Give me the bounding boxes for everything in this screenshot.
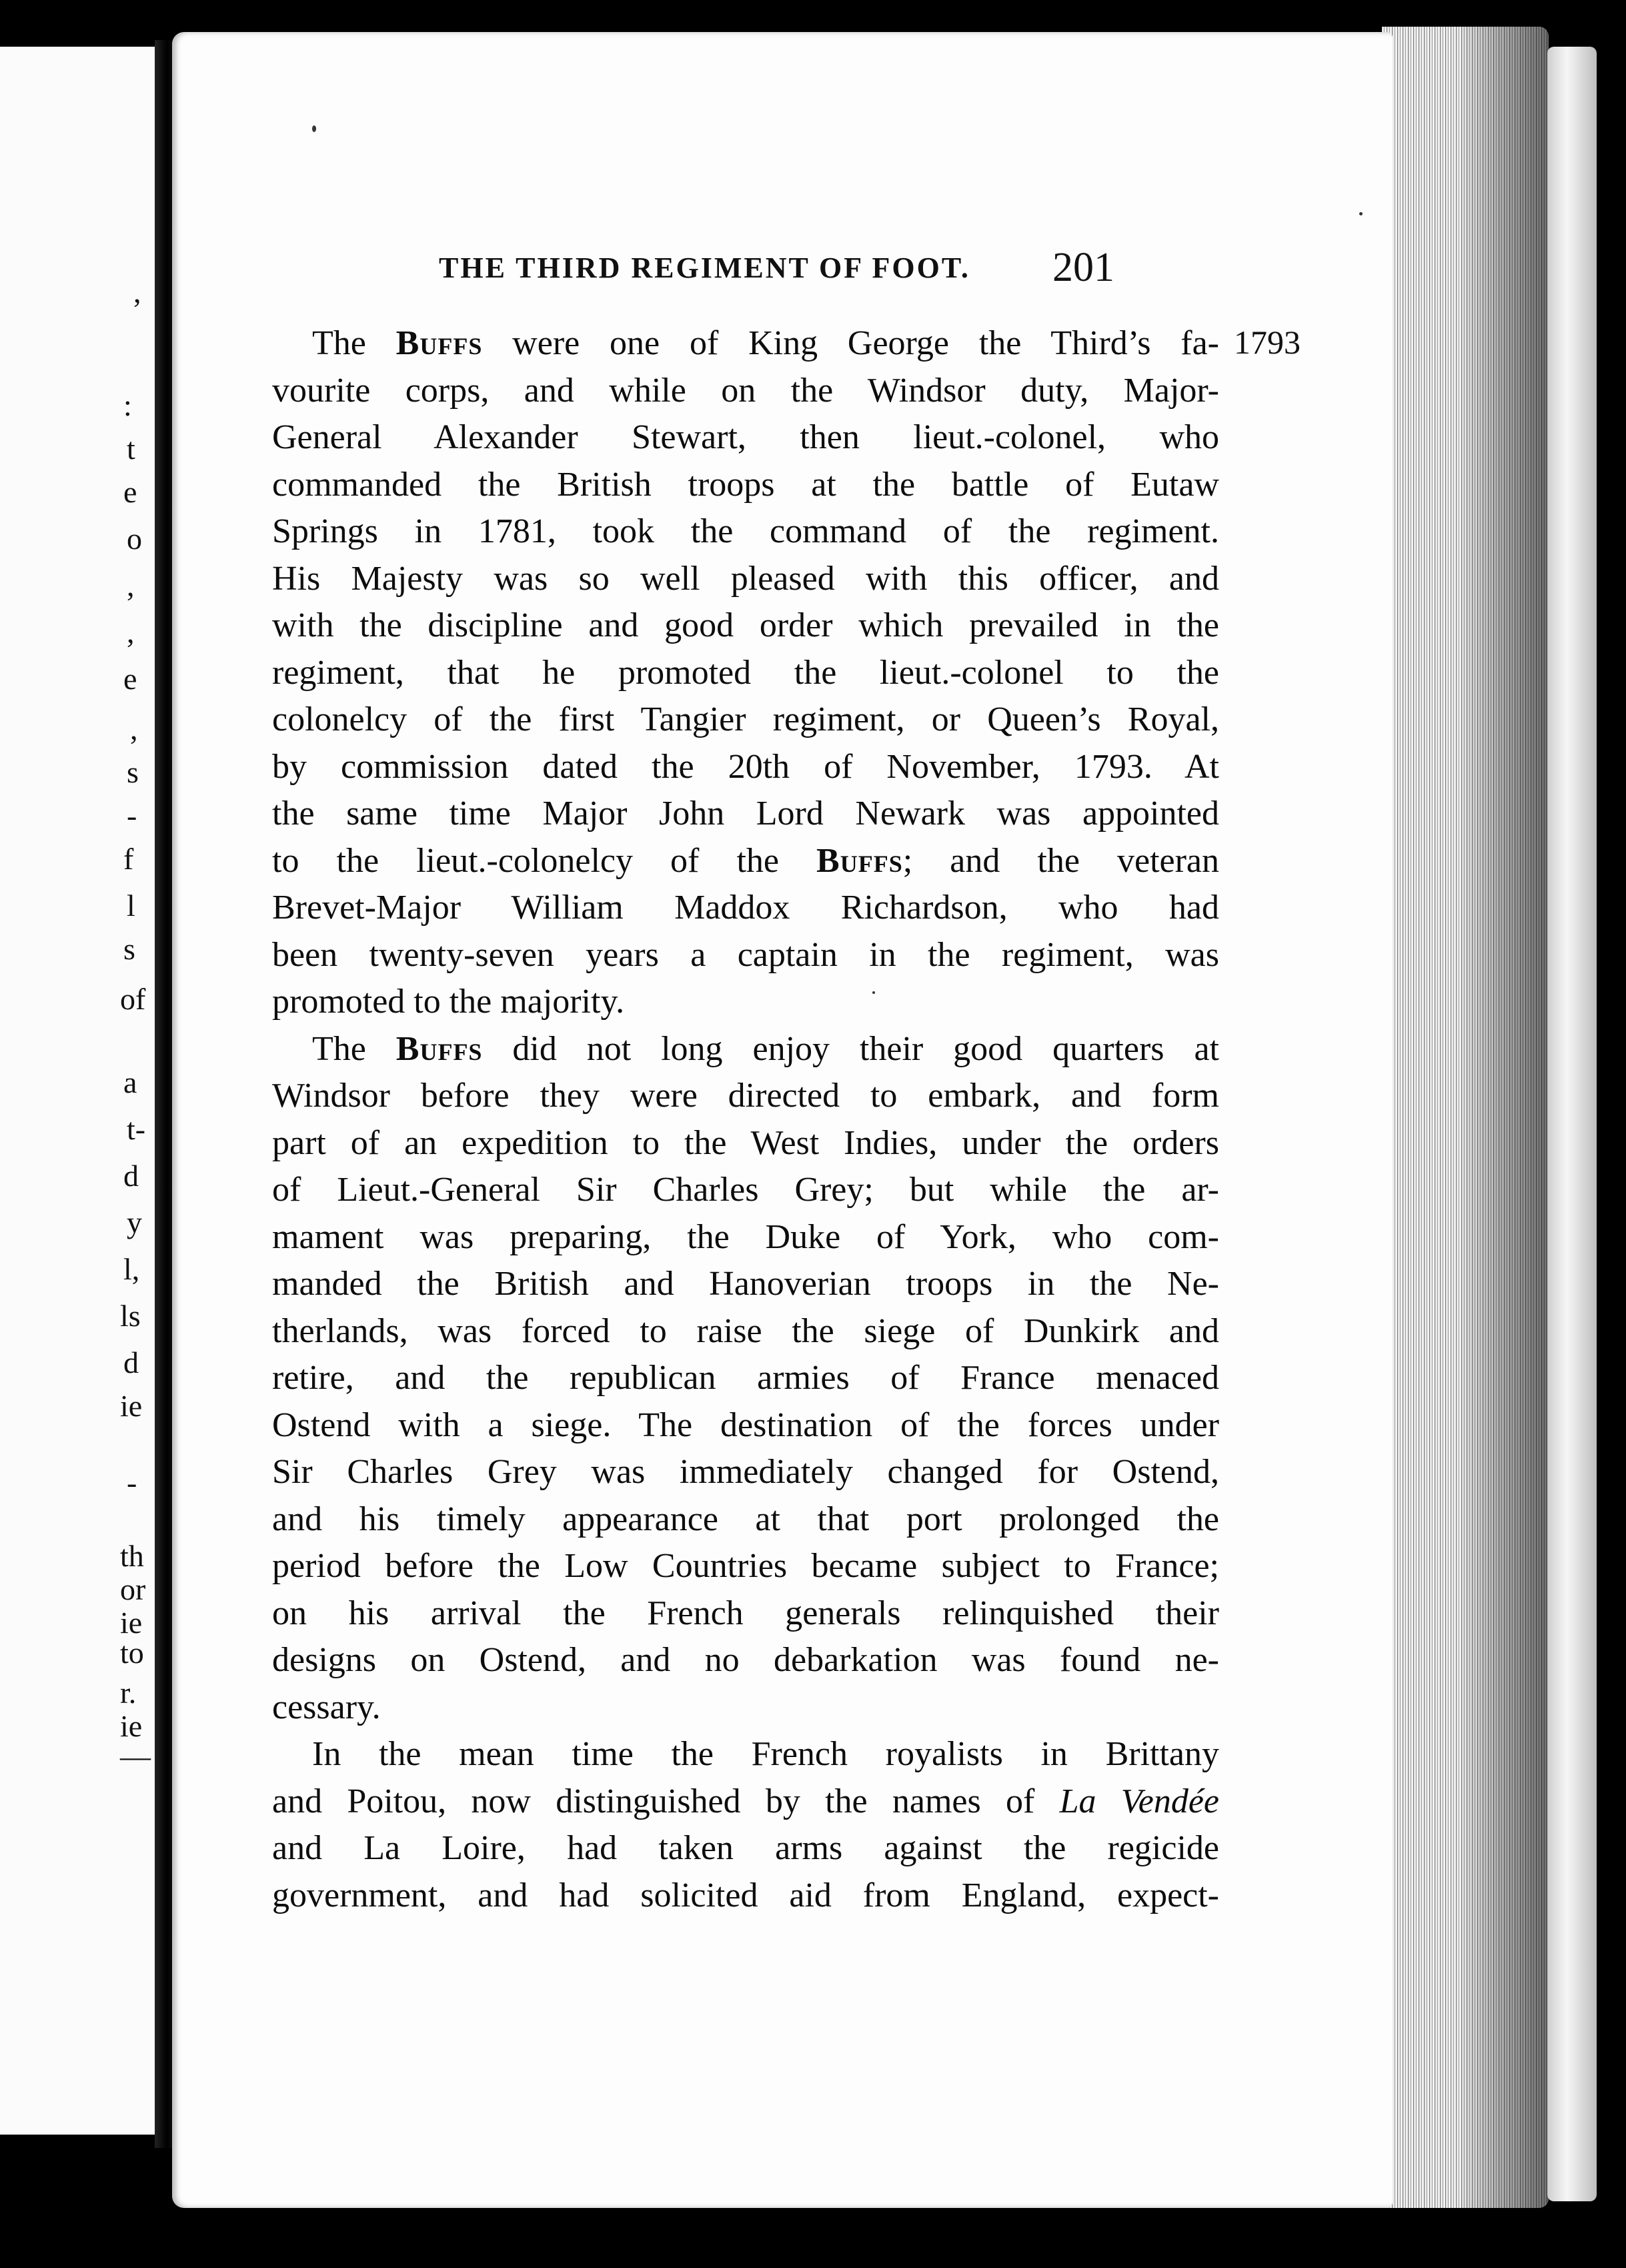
left-page-fragment: d — [123, 1345, 139, 1379]
text-line: been twenty-seven years a captain in the regiment, was — [272, 935, 1219, 974]
left-page-fragment: t — [127, 432, 135, 466]
line-text-segment: were one of King George the Third’s fa- — [482, 324, 1219, 362]
left-page-fragment: d — [123, 1159, 139, 1193]
left-page-fragment: ie — [120, 1709, 143, 1743]
text-line: cessary. — [272, 1688, 381, 1726]
left-page-fragment: l, — [123, 1252, 140, 1286]
text-line: promoted to the majority. — [272, 983, 625, 1021]
scan-speck — [872, 991, 875, 994]
left-page-fragment: t- — [127, 1112, 146, 1146]
text-line: Windsor before they were directed to embark, and form — [272, 1077, 1219, 1115]
small-caps-name: Buffs — [395, 324, 483, 362]
line-text-segment: did not long enjoy their good quarters at — [482, 1029, 1219, 1068]
left-page-fragment: a — [123, 1065, 137, 1099]
line-text-segment: ; and the veteran — [902, 841, 1219, 880]
left-page-fragment: , — [127, 615, 135, 649]
left-page-fragment: l — [127, 889, 135, 923]
text-line: with the discipline and good order which prevailed in the — [272, 606, 1219, 644]
text-line: Ostend with a siege. The destination of the forces under — [272, 1405, 1219, 1444]
left-page-fragment: e — [123, 475, 137, 509]
body-text — [272, 320, 1219, 1919]
left-page-fragment: ie — [120, 1606, 143, 1640]
scan-speck — [312, 125, 316, 132]
left-page-fragment: — — [120, 1739, 151, 1773]
margin-year-note: 1793 — [1234, 324, 1301, 361]
text-line: and his timely appearance at that port prolonged the — [272, 1500, 1219, 1538]
text-line: on his arrival the French generals relinquished their — [272, 1594, 1219, 1632]
line-text-segment: to the lieut.-colonelcy of the — [272, 841, 817, 880]
book-cover-edge — [1547, 47, 1597, 2201]
text-line — [272, 320, 1219, 368]
italic-name: La Vendée — [1059, 1782, 1219, 1820]
text-line — [272, 838, 1219, 885]
running-head-title: THE THIRD REGIMENT OF FOOT. — [439, 251, 970, 284]
left-page-fragment: th — [120, 1539, 144, 1573]
text-line: therlands, was forced to raise the siege of Dunkirk and — [272, 1311, 1219, 1350]
text-line: government, and had solicited aid from England, expect- — [272, 1876, 1219, 1914]
left-page-fragment: ie — [120, 1389, 143, 1423]
left-page-text-fragments — [0, 47, 155, 2135]
left-page-fragment: to — [120, 1636, 144, 1670]
text-line: designs on Ostend, and no debarkation was found ne- — [272, 1641, 1219, 1679]
running-header — [172, 244, 1393, 298]
left-page-fragment: s — [123, 932, 135, 966]
left-page-fragment: or — [120, 1572, 146, 1606]
left-page-fragment: s — [127, 755, 139, 789]
left-page-fragment: , — [127, 568, 135, 602]
text-line: colonelcy of the first Tangier regiment, or Queen’s Royal, — [272, 700, 1219, 738]
text-line: General Alexander Stewart, then lieut.-colonel, who — [272, 418, 1219, 456]
left-page-fragment: r. — [120, 1676, 137, 1710]
text-line: and La Loire, had taken arms against the regicide — [272, 1829, 1219, 1867]
line-text-segment: and Poitou, now distinguished by the names of — [272, 1782, 1060, 1820]
text-line: manded the British and Hanoverian troops in the Ne- — [272, 1265, 1219, 1303]
text-line: vourite corps, and while on the Windsor duty, Major- — [272, 371, 1219, 410]
left-page-fragment: o — [127, 522, 142, 556]
text-line: In the mean time the French royalists in Brittany — [312, 1735, 1219, 1773]
line-text-segment: The — [312, 1029, 396, 1068]
small-caps-name: Buffs — [395, 1029, 483, 1068]
text-line — [272, 1778, 1219, 1826]
left-page-edge — [0, 47, 155, 2135]
left-page-fragment: , — [133, 275, 141, 309]
left-page-fragment: ls — [120, 1299, 141, 1333]
left-page-fragment: e — [123, 662, 137, 696]
page-number: 201 — [1052, 245, 1114, 290]
small-caps-name: Buffs — [816, 841, 903, 880]
left-page-fragment: , — [130, 712, 138, 746]
left-page-fragment: of — [120, 982, 146, 1016]
text-line: Brevet-Major William Maddox Richardson, who had — [272, 889, 1219, 927]
text-line: retire, and the republican armies of France menaced — [272, 1359, 1219, 1397]
text-line: period before the Low Countries became subject to France; — [272, 1547, 1219, 1585]
left-page-fragment: - — [127, 798, 137, 832]
text-line: by commission dated the 20th of November, 1793. At — [272, 747, 1219, 786]
text-line: mament was preparing, the Duke of York, who com- — [272, 1217, 1219, 1256]
text-line: Springs in 1781, took the command of the regiment. — [272, 512, 1219, 550]
text-line — [272, 1026, 1219, 1073]
text-line: of Lieut.-General Sir Charles Grey; but while the ar- — [272, 1171, 1219, 1209]
left-page-fragment: - — [127, 1466, 137, 1500]
text-line: the same time Major John Lord Newark was appointed — [272, 794, 1219, 832]
right-page — [172, 32, 1393, 2208]
line-text-segment: The — [312, 324, 396, 362]
text-line: Sir Charles Grey was immediately changed for Ostend, — [272, 1453, 1219, 1491]
text-line: commanded the British troops at the battle of Eutaw — [272, 465, 1219, 504]
left-page-fragment: f — [123, 842, 134, 876]
scan-speck — [1359, 212, 1363, 215]
left-page-fragment: y — [127, 1205, 142, 1239]
text-line: part of an expedition to the West Indies, under the orders — [272, 1123, 1219, 1162]
left-page-fragment: : — [123, 388, 132, 422]
fore-edge-pages — [1382, 27, 1549, 2208]
text-line: His Majesty was so well pleased with this officer, and — [272, 559, 1219, 598]
text-line: regiment, that he promoted the lieut.-colonel to the — [272, 653, 1219, 692]
